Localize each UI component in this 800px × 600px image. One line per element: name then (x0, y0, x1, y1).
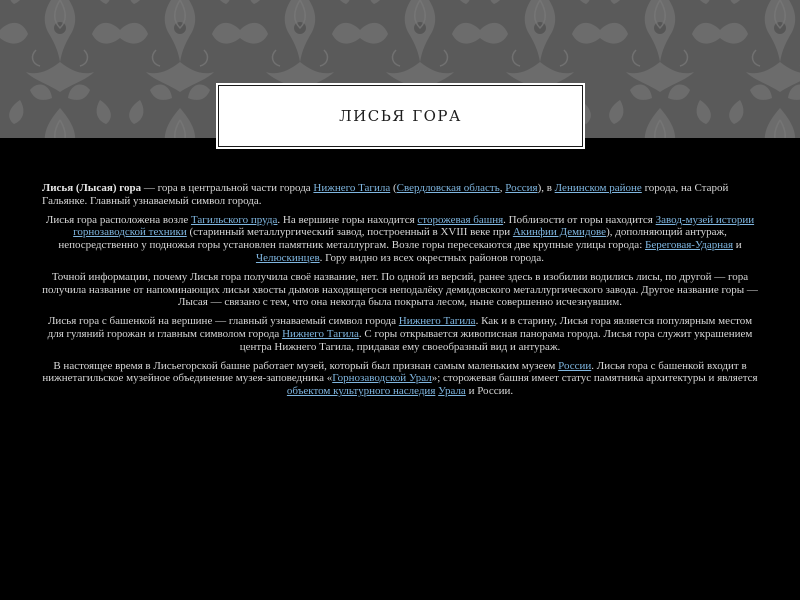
text: — гора в центральной части города (141, 182, 314, 194)
link-beregovaya-udarnaya[interactable]: Береговая-Ударная (645, 239, 734, 252)
link-watchtower[interactable]: сторожевая башня (417, 213, 504, 226)
paragraph-name-origin (42, 271, 758, 309)
text: . Как и в старину, Лисья гора является популярным местом для гуляний горожан и главным символом города (47, 315, 753, 340)
link-cultural-heritage[interactable]: объектом культурного наследия (286, 385, 436, 398)
paragraph-museum (42, 360, 758, 398)
text: »; сторожевая башня имеет статус памятника архитектуры и является (431, 372, 758, 385)
text: (старинный металлургический завод, построенный в XVIII веке при (186, 226, 513, 239)
text: , (499, 182, 506, 194)
text: ( (390, 182, 397, 194)
link-tagil-pond[interactable]: Тагильского пруда (190, 213, 278, 226)
text: . На вершине горы находится (277, 213, 418, 226)
title-box (218, 85, 583, 147)
link-akinfiy-demidov[interactable]: Акинфии Демидове (512, 226, 607, 239)
link-nizhny-tagil-2[interactable]: Нижнего Тагила (398, 315, 476, 328)
text: Лисья гора расположена возле (45, 213, 191, 226)
link-russia[interactable]: Россия (505, 182, 538, 194)
paragraph-intro (42, 182, 758, 208)
link-leninsky-district[interactable]: Ленинском районе (554, 182, 642, 194)
term-bold: Лисья (Лысая) гора (42, 182, 142, 194)
link-sverdlovsk-oblast[interactable]: Свердловская область (396, 182, 500, 194)
paragraph-location (42, 214, 758, 265)
text: и России. (465, 385, 514, 398)
text: Лисья гора с башенкой на вершине — главный узнаваемый символ города (47, 315, 399, 328)
text: . С горы открывается живописная панорама города. Лисья гора служит украшением центра Нижнего Тагила, придавая ему своеобразный вид и антураж. (239, 327, 753, 353)
text: . Гору видно из всех окрестных районов города. (319, 251, 545, 264)
text: Точной информации, почему Лисья гора получила своё название, нет. По одной из версий, ранее здесь в изобилии водились лисы, по другой — гора получила название от напоминающих лисьи хвосты дымов находящегося неподалёку демидовского металлургического завода. Другое название горы — Лысая — связано с тем, что она некогда была покрыта лесом, ныне совершенно исчезнувшим. (42, 270, 758, 309)
link-nizhny-tagil-3[interactable]: Нижнего Тагила (282, 327, 359, 340)
slide-title: ЛИСЬЯ ГОРА (339, 107, 462, 125)
link-nizhny-tagil[interactable]: Нижнего Тагила (313, 182, 391, 194)
text: . Лисья гора с башенкой входит в нижнетагильское музейное объединение музея-заповедника « (42, 359, 747, 385)
article-body (42, 182, 758, 404)
text: ), в (537, 182, 555, 194)
text: и (733, 239, 742, 252)
link-ural[interactable]: Урала (438, 385, 466, 398)
text: В настоящее время в Лисьегорской башне работает музей, который был признан самым маленьким музеем (53, 359, 559, 372)
link-factory-museum[interactable]: Завод-музей истории горнозаводской техники (73, 213, 755, 239)
link-chelyuskintsev[interactable]: Челюскинцев (255, 251, 320, 264)
link-russia-2[interactable]: России (558, 359, 592, 372)
paragraph-symbol (42, 315, 758, 353)
text: . Поблизости от горы находится (503, 213, 656, 226)
link-gornozavodskoy-ural[interactable]: Горнозаводской Урал (332, 372, 432, 385)
text: города, на Старой Гальянке. Главный узнаваемый символ города. (42, 182, 729, 207)
text: ), дополняющий антураж, непосредственно у подножья горы установлен памятник металлургам. Возле горы пересекаются две крупные улицы города: (58, 226, 727, 252)
